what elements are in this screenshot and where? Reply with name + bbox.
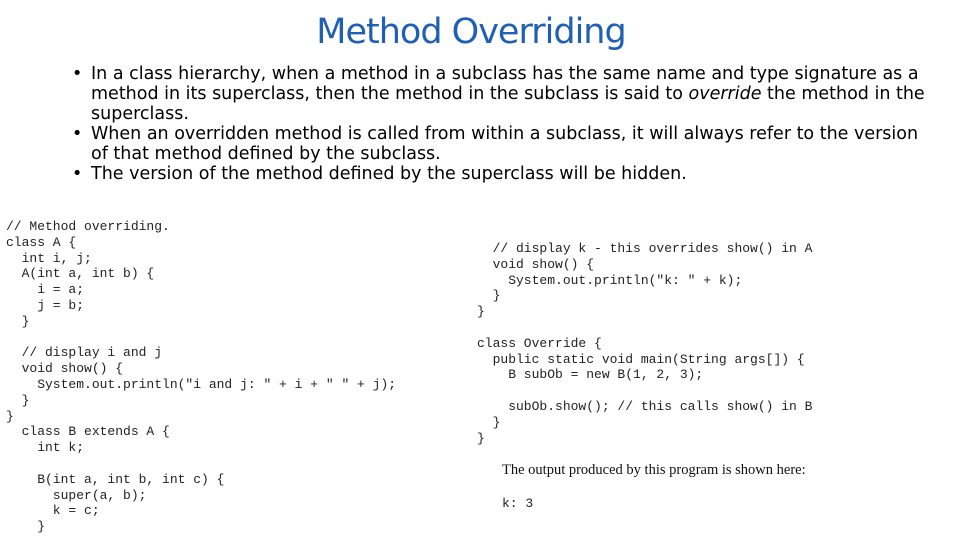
bullet-item [70, 164, 930, 184]
slide-title: Method Overriding [316, 12, 626, 52]
bullet-text: In a class hierarchy, when a method in a subclass has the same name and type signature as a method in its superclass, then the method in the subclass is said to [91, 64, 919, 104]
bullet-item [70, 64, 930, 124]
code-listing-left: // Method overriding. class A { int i, j; A(int a, int b) { i = a; j = b; } // display i and j void show() { System.out.println("i and j: " + i + " " + j); } } class B extends A { int k; B(int a, int b, int c) { super(a, b); k = c; } [6, 219, 397, 535]
bullet-list [70, 64, 930, 184]
bullet-text: When an overridden method is called from within a subclass, it will always refer to the version of that method defined by the subclass. [91, 124, 919, 164]
bullet-text-end: the method in the superclass. [91, 84, 925, 124]
bullet-emphasis: override [688, 84, 762, 104]
output-caption: The output produced by this program is shown here: [502, 462, 806, 478]
bullet-text: The version of the method defined by the superclass will be hidden. [91, 164, 687, 184]
code-listing-right: // display k - this overrides show() in A void show() { System.out.println("k: " + k); } } class Override { public static void main(String args[]) { B subOb = new B(1, 2, 3); subOb.show(); // this calls show() in B } } [477, 241, 813, 446]
bullet-item [70, 124, 930, 164]
program-output: k: 3 [502, 496, 534, 511]
